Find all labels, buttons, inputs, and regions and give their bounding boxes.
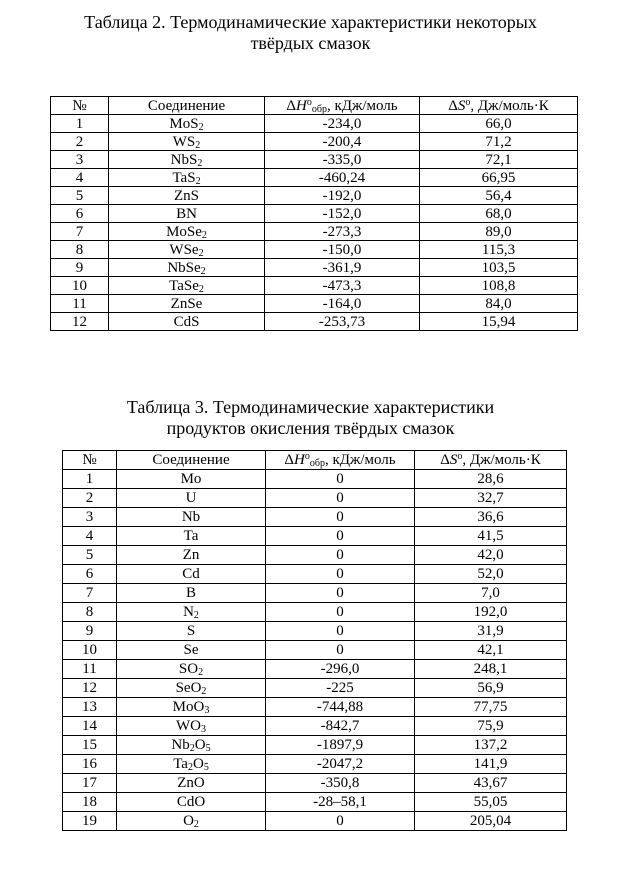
- table3-caption-line1: Таблица 3. Термодинамические характеристики: [126, 397, 495, 417]
- entropy-value: 42,0: [415, 546, 567, 565]
- formula-subscript: 2: [193, 819, 199, 830]
- row-num: 10: [63, 641, 117, 660]
- formula-base: Nb: [181, 509, 201, 525]
- header-compound: Соединение: [109, 97, 265, 115]
- table3-header-row: [63, 451, 567, 470]
- formula-subscript: 5: [203, 762, 209, 773]
- table-row: [63, 527, 567, 546]
- table-row: [63, 565, 567, 584]
- formula-base: ZnS: [173, 187, 199, 204]
- row-num: 10: [51, 277, 109, 295]
- compound-formula: [117, 736, 266, 755]
- formula-subscript: 2: [198, 667, 204, 678]
- enthalpy-value: 0: [266, 470, 415, 489]
- enthalpy-value: 0: [266, 641, 415, 660]
- enthalpy-value: -200,4: [265, 133, 420, 151]
- row-num: 2: [51, 133, 109, 151]
- formula-subscript: 2: [193, 610, 199, 621]
- compound-formula: [109, 295, 265, 313]
- formula-base: Cd: [182, 566, 200, 582]
- compound-formula: [117, 527, 266, 546]
- enthalpy-value: -350,8: [266, 774, 415, 793]
- entropy-value: 137,2: [415, 736, 567, 755]
- table-row: [63, 755, 567, 774]
- entropy-value: 68,0: [420, 205, 578, 223]
- table-row: [51, 223, 578, 241]
- enthalpy-value: -842,7: [266, 717, 415, 736]
- enthalpy-value: 0: [266, 812, 415, 831]
- entropy-value: 66,0: [420, 115, 578, 133]
- row-num: 6: [63, 565, 117, 584]
- row-num: 6: [51, 205, 109, 223]
- compound-formula: [109, 259, 265, 277]
- table-row: [51, 277, 578, 295]
- compound-formula: [117, 603, 266, 622]
- entropy-value: 192,0: [415, 603, 567, 622]
- compound-formula: [117, 508, 266, 527]
- formula-base: MoS: [169, 115, 199, 132]
- formula-base: ZnO: [177, 775, 205, 791]
- table2-header-row: [51, 97, 578, 115]
- entropy-value: 55,05: [415, 793, 567, 812]
- enthalpy-value: -335,0: [265, 151, 420, 169]
- row-num: 19: [63, 812, 117, 831]
- row-num: 4: [51, 169, 109, 187]
- formula-base: Mo: [180, 471, 202, 487]
- table2-caption-line1: Таблица 2. Термодинамические характеристики некоторых: [84, 12, 537, 32]
- formula-subscript: 2: [201, 229, 207, 241]
- enthalpy-value: -744,88: [266, 698, 415, 717]
- entropy-value: 75,9: [415, 717, 567, 736]
- compound-formula: [109, 169, 265, 187]
- table-row: [51, 115, 578, 133]
- table2-caption: [0, 12, 621, 54]
- enthalpy-value: -460,24: [265, 169, 420, 187]
- row-num: 11: [51, 295, 109, 313]
- formula-subscript: 2: [197, 157, 203, 169]
- entropy-value: 28,6: [415, 470, 567, 489]
- header-num: №: [51, 97, 109, 115]
- table-row: [63, 717, 567, 736]
- formula-base: ZnSe: [170, 295, 203, 312]
- formula-base: Ta: [183, 528, 199, 544]
- enthalpy-value: 0: [266, 565, 415, 584]
- enthalpy-value: -192,0: [265, 187, 420, 205]
- formula-subscript: 5: [205, 743, 211, 754]
- row-num: 7: [63, 584, 117, 603]
- formula-base: CdO: [176, 794, 206, 810]
- row-num: 15: [63, 736, 117, 755]
- formula-base: O: [183, 813, 194, 829]
- entropy-value: 89,0: [420, 223, 578, 241]
- compound-formula: [117, 470, 266, 489]
- compound-formula: [109, 115, 265, 133]
- row-num: 16: [63, 755, 117, 774]
- enthalpy-value: 0: [266, 527, 415, 546]
- entropy-value: 72,1: [420, 151, 578, 169]
- compound-formula: [117, 546, 266, 565]
- formula-base: WSe: [169, 241, 199, 258]
- formula-base: O: [194, 737, 206, 753]
- table-row: [51, 151, 578, 169]
- header-enthalpy: $\Delta H^o_{обр}$, кДж/моль: [266, 451, 415, 470]
- compound-formula: [109, 223, 265, 241]
- formula-subscript: 3: [204, 705, 210, 716]
- compound-formula: [117, 565, 266, 584]
- table-row: [63, 584, 567, 603]
- compound-formula: [117, 755, 266, 774]
- compound-formula: [117, 793, 266, 812]
- table-row: [63, 660, 567, 679]
- table-row: [63, 489, 567, 508]
- enthalpy-value: 0: [266, 622, 415, 641]
- entropy-value: 15,94: [420, 313, 578, 331]
- table-row: [63, 641, 567, 660]
- row-num: 1: [63, 470, 117, 489]
- table-row: [63, 470, 567, 489]
- table-row: [63, 793, 567, 812]
- compound-formula: [117, 717, 266, 736]
- formula-subscript: 3: [201, 724, 206, 735]
- row-num: 2: [63, 489, 117, 508]
- entropy-value: 56,9: [415, 679, 567, 698]
- compound-formula: [109, 205, 265, 223]
- formula-base: NbSe: [167, 259, 201, 276]
- row-num: 11: [63, 660, 117, 679]
- entropy-value: 32,7: [415, 489, 567, 508]
- entropy-value: 141,9: [415, 755, 567, 774]
- compound-formula: [117, 489, 266, 508]
- enthalpy-value: -296,0: [266, 660, 415, 679]
- table2-body: [51, 115, 578, 331]
- table3: [62, 450, 567, 831]
- formula-base: TaS: [172, 169, 196, 186]
- table2: [50, 96, 578, 331]
- formula-subscript: 2: [195, 175, 201, 187]
- compound-formula: [117, 622, 266, 641]
- formula-base: MoO: [172, 699, 205, 715]
- table-row: [51, 169, 578, 187]
- row-num: 9: [63, 622, 117, 641]
- row-num: 3: [51, 151, 109, 169]
- formula-base: MoSe: [166, 223, 202, 240]
- enthalpy-value: -164,0: [265, 295, 420, 313]
- compound-formula: [109, 133, 265, 151]
- formula-subscript: 2: [198, 283, 204, 295]
- row-num: 12: [51, 313, 109, 331]
- table-row: [63, 603, 567, 622]
- enthalpy-value: -361,9: [265, 259, 420, 277]
- entropy-value: 115,3: [420, 241, 578, 259]
- entropy-value: 66,95: [420, 169, 578, 187]
- table-row: [51, 205, 578, 223]
- header-compound: Соединение: [117, 451, 266, 470]
- formula-subscript: 2: [189, 743, 195, 754]
- compound-formula: [117, 774, 266, 793]
- enthalpy-value: -273,3: [265, 223, 420, 241]
- table-row: [63, 546, 567, 565]
- table-row: [63, 698, 567, 717]
- formula-subscript: 2: [200, 265, 206, 277]
- table-row: [51, 313, 578, 331]
- formula-subscript: 2: [198, 247, 204, 259]
- row-num: 9: [51, 259, 109, 277]
- enthalpy-value: -2047,2: [266, 755, 415, 774]
- compound-formula: [117, 812, 266, 831]
- row-num: 3: [63, 508, 117, 527]
- compound-formula: [109, 241, 265, 259]
- row-num: 18: [63, 793, 117, 812]
- formula-base: CdS: [173, 313, 200, 330]
- row-num: 8: [51, 241, 109, 259]
- formula-base: WO: [176, 718, 201, 734]
- enthalpy-value: -1897,9: [266, 736, 415, 755]
- compound-formula: [117, 584, 266, 603]
- table3-body: [63, 470, 567, 831]
- entropy-value: 77,75: [415, 698, 567, 717]
- enthalpy-value: -152,0: [265, 205, 420, 223]
- header-entropy: $\Delta S^o$, Дж/моль·К: [420, 97, 578, 115]
- compound-formula: [109, 277, 265, 295]
- compound-formula: [109, 151, 265, 169]
- row-num: 13: [63, 698, 117, 717]
- formula-subscript: 2: [195, 139, 201, 151]
- entropy-value: 42,1: [415, 641, 567, 660]
- formula-base: SO: [178, 661, 199, 677]
- enthalpy-value: -234,0: [265, 115, 420, 133]
- table-row: [63, 508, 567, 527]
- compound-formula: [117, 679, 266, 698]
- formula-base: N: [183, 604, 194, 620]
- formula-base: SeO: [175, 680, 202, 696]
- enthalpy-value: 0: [266, 546, 415, 565]
- enthalpy-value: -253,73: [265, 313, 420, 331]
- entropy-value: 71,2: [420, 133, 578, 151]
- enthalpy-value: 0: [266, 508, 415, 527]
- table2-caption-line2: твёрдых смазок: [250, 33, 371, 53]
- formula-base: BN: [176, 205, 197, 222]
- row-num: 1: [51, 115, 109, 133]
- entropy-value: 103,5: [420, 259, 578, 277]
- enthalpy-value: 0: [266, 489, 415, 508]
- entropy-value: 205,04: [415, 812, 567, 831]
- table-row: [51, 295, 578, 313]
- row-num: 14: [63, 717, 117, 736]
- entropy-value: 43,67: [415, 774, 567, 793]
- formula-base: U: [185, 490, 197, 506]
- row-num: 8: [63, 603, 117, 622]
- entropy-value: 52,0: [415, 565, 567, 584]
- table-row: [63, 736, 567, 755]
- table-row: [51, 259, 578, 277]
- compound-formula: [109, 313, 265, 331]
- table-row: [51, 133, 578, 151]
- formula-base: B: [185, 585, 196, 601]
- formula-base: TaSe: [169, 277, 199, 294]
- enthalpy-value: -225: [266, 679, 415, 698]
- header-num: №: [63, 451, 117, 470]
- formula-base: S: [186, 623, 196, 639]
- row-num: 7: [51, 223, 109, 241]
- table-row: [63, 679, 567, 698]
- enthalpy-value: -150,0: [265, 241, 420, 259]
- table-row: [51, 241, 578, 259]
- enthalpy-value: -28–58,1: [266, 793, 415, 812]
- table-row: [63, 774, 567, 793]
- table-row: [63, 812, 567, 831]
- entropy-value: 31,9: [415, 622, 567, 641]
- row-num: 4: [63, 527, 117, 546]
- header-enthalpy: $\Delta H^o_{обр}$, кДж/моль: [265, 97, 420, 115]
- formula-base: Nb: [171, 737, 190, 753]
- entropy-value: 108,8: [420, 277, 578, 295]
- formula-subscript: 2: [201, 686, 207, 697]
- formula-subscript: 2: [198, 121, 204, 133]
- formula-subscript: 2: [187, 762, 193, 773]
- entropy-value: 41,5: [415, 527, 567, 546]
- compound-formula: [117, 641, 266, 660]
- table3-caption-line2: продуктов окисления твёрдых смазок: [166, 418, 455, 438]
- row-num: 5: [51, 187, 109, 205]
- formula-base: Ta: [173, 756, 188, 772]
- row-num: 12: [63, 679, 117, 698]
- entropy-value: 56,4: [420, 187, 578, 205]
- table-row: [63, 622, 567, 641]
- table-row: [51, 187, 578, 205]
- compound-formula: [109, 187, 265, 205]
- formula-base: WS: [172, 133, 196, 150]
- entropy-value: 36,6: [415, 508, 567, 527]
- table3-caption: [0, 397, 621, 439]
- formula-base: NbS: [170, 151, 198, 168]
- formula-base: O: [192, 756, 204, 772]
- entropy-value: 7,0: [415, 584, 567, 603]
- row-num: 17: [63, 774, 117, 793]
- row-num: 5: [63, 546, 117, 565]
- enthalpy-value: 0: [266, 584, 415, 603]
- enthalpy-value: 0: [266, 603, 415, 622]
- formula-base: Se: [183, 642, 199, 658]
- entropy-value: 248,1: [415, 660, 567, 679]
- compound-formula: [117, 660, 266, 679]
- entropy-value: 84,0: [420, 295, 578, 313]
- enthalpy-value: -473,3: [265, 277, 420, 295]
- compound-formula: [117, 698, 266, 717]
- formula-base: Zn: [182, 547, 200, 563]
- header-entropy: $\Delta S^o$, Дж/моль·К: [415, 451, 567, 470]
